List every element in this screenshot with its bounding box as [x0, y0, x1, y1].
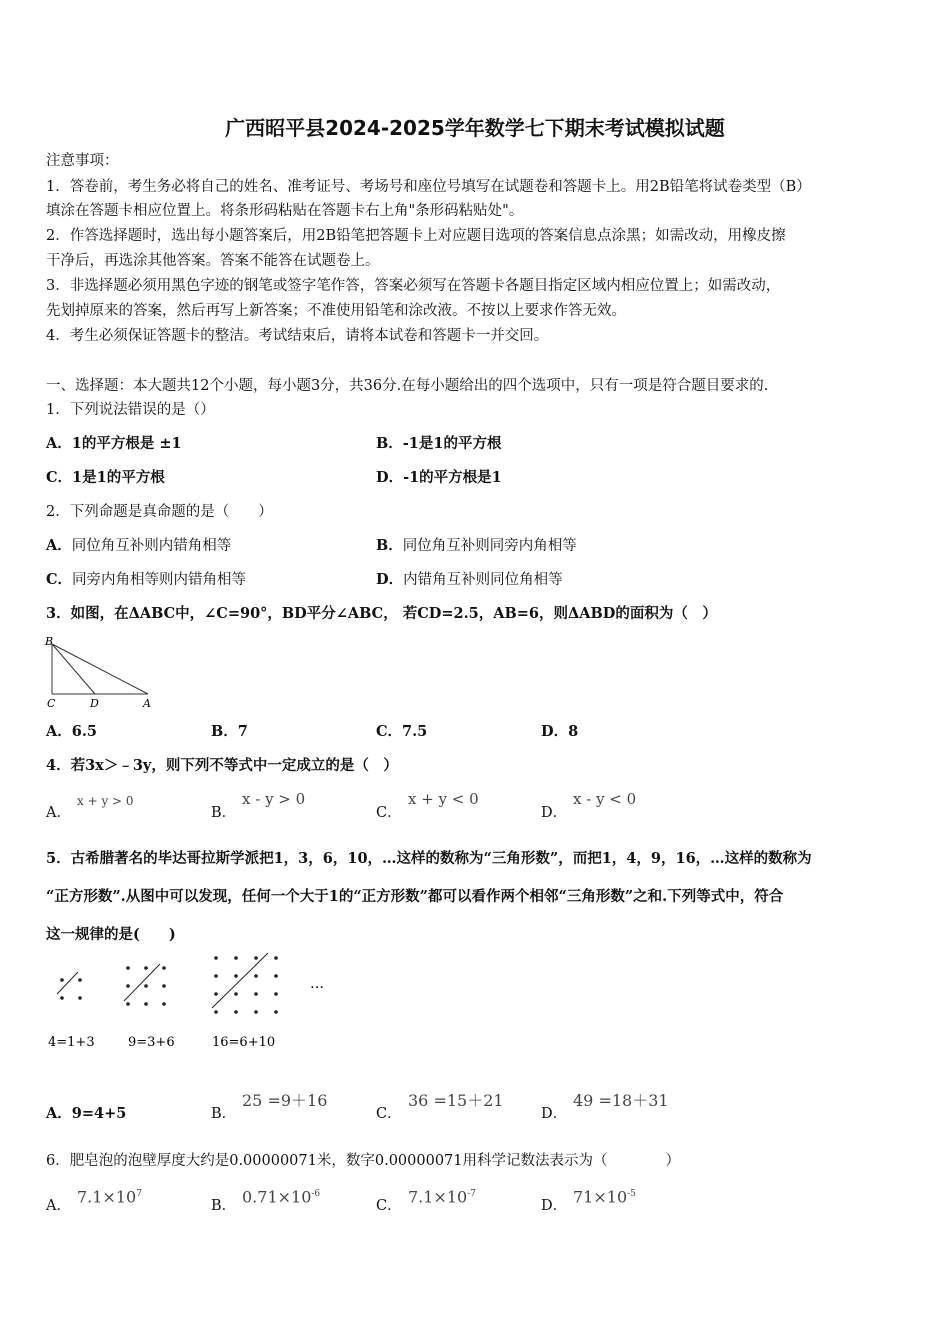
q3-option-a-label: A．	[46, 723, 72, 740]
q6-option-a-exponent: 7	[136, 1189, 142, 1199]
bisector-bd	[52, 644, 95, 694]
vertex-label-b: B	[45, 635, 54, 648]
q6-option-b-exponent: -6	[311, 1189, 321, 1199]
dot	[214, 974, 218, 978]
dot	[214, 956, 218, 960]
q3-option-b	[211, 722, 248, 742]
q5-option-a	[46, 1104, 126, 1124]
q2-option-b-text: 同位角互补则同旁内角相等	[402, 538, 577, 554]
q5-dot-pattern-figure	[40, 946, 340, 1058]
dot	[60, 978, 64, 982]
notice-line-5: 3．非选择题必须用黑色字迹的钢笔或签字笔作答，答案必须写在答题卡各题目指定区域内相应位置上；如需改动，	[46, 278, 781, 294]
q6-option-c-exponent: -7	[467, 1189, 476, 1199]
q1-option-c-text: 1是1的平方根	[72, 469, 165, 486]
q2-option-b-label: B．	[376, 537, 403, 554]
dot	[254, 1010, 258, 1014]
q2-option-d-text: 内错角互补则同位角相等	[403, 572, 563, 588]
triangle-side-ba	[52, 644, 148, 694]
q3-option-d-text: 8	[568, 723, 579, 740]
q1-option-c	[46, 468, 165, 488]
q6-option-d-base: 71×10	[573, 1187, 628, 1207]
dot	[126, 1002, 130, 1006]
q3-option-d	[541, 722, 578, 742]
dot	[126, 984, 130, 988]
dot-pattern-caption-4: 4=1+3	[48, 1035, 95, 1050]
q3-option-c	[376, 722, 427, 742]
dot	[274, 1010, 278, 1014]
q6-stem: 6．肥皂泡的泡壁厚度大约是0.00000071米，数字0.00000071用科学记数法表示为（ ）	[46, 1153, 680, 1169]
square-number-16-pattern	[212, 953, 278, 1014]
notice-line-6: 先划掉原来的答案，然后再写上新答案；不准使用铅笔和涂改液。不按以上要求作答无效。	[46, 303, 626, 319]
q3-option-c-label: C．	[376, 723, 403, 740]
square-number-9-pattern	[124, 964, 166, 1006]
section-heading: 一、选择题：本大题共12个小题，每小题3分，共36分.在每小题给出的四个选项中，只有一项是符合题目要求的.	[46, 378, 769, 394]
q1-option-b-text: -1是1的平方根	[402, 435, 502, 452]
q5-option-b-expr: 25 =9＋16	[242, 1091, 328, 1110]
dot	[234, 992, 238, 996]
dot	[144, 966, 148, 970]
q3-option-c-text: 7.5	[402, 723, 428, 740]
dot	[78, 996, 82, 1000]
q2-option-d-label: D．	[376, 571, 404, 588]
q4-option-d-label: D．	[541, 805, 568, 821]
vertex-label-d: D	[90, 697, 99, 710]
square-number-4-pattern	[57, 972, 82, 1000]
dot	[126, 966, 130, 970]
q1-option-d-text: -1的平方根是1	[403, 469, 502, 486]
q6-option-a-base: 7.1×10	[77, 1187, 137, 1207]
q6-option-d-exponent: -5	[627, 1189, 636, 1199]
q1-stem: 1．下列说法错误的是（）	[46, 402, 215, 418]
q2-option-a-text: 同位角互补则内错角相等	[71, 538, 232, 554]
q2-option-d	[376, 570, 563, 590]
dot-pattern-caption-16: 16=6+10	[212, 1035, 276, 1050]
q6-option-c-base: 7.1×10	[408, 1187, 468, 1207]
q4-option-a-expr: x + y > 0	[77, 794, 134, 808]
q6-option-d-label: D．	[541, 1198, 568, 1214]
diagonal-divider	[57, 972, 78, 994]
q3-option-a-text: 6.5	[71, 723, 97, 740]
q2-option-c-text: 同旁内角相等则内错角相等	[72, 572, 247, 588]
notice-heading: 注意事项：	[46, 153, 119, 169]
dot	[162, 1002, 166, 1006]
q1-option-d	[376, 468, 502, 488]
q3-option-d-label: D．	[541, 723, 569, 740]
q5-option-a-label: A．	[46, 1105, 72, 1122]
q4-option-b-label: B．	[211, 805, 237, 821]
notice-line-7: 4．考生必须保证答题卡的整洁。考试结束后，请将本试卷和答题卡一并交回。	[46, 328, 549, 344]
dot	[274, 992, 278, 996]
q4-stem: 4．若3x＞﹣3y，则下列不等式中一定成立的是（ ）	[46, 757, 398, 774]
q1-option-a	[46, 434, 182, 454]
diagonal-divider	[124, 964, 160, 1001]
q6-option-b-expr	[242, 1184, 320, 1207]
q6-option-a-expr	[77, 1184, 142, 1207]
q1-option-a-label: A．	[46, 435, 72, 452]
q4-option-c-label: C．	[376, 805, 402, 821]
q1-option-d-label: D．	[376, 469, 404, 486]
dot	[60, 996, 64, 1000]
q5-option-d-label: D．	[541, 1106, 568, 1122]
q3-option-b-label: B．	[211, 723, 238, 740]
q5-option-c-expr: 36 =15＋21	[408, 1091, 504, 1110]
notice-line-1: 1．答卷前，考生务必将自己的姓名、准考证号、考场号和座位号填写在试题卷和答题卡上。用2B铅笔将试卷类型（B）	[46, 179, 811, 195]
dot	[274, 956, 278, 960]
q6-option-d-expr	[573, 1184, 636, 1207]
dot	[254, 956, 258, 960]
dot-pattern-ellipsis: …	[310, 976, 324, 992]
q2-stem: 2．下列命题是真命题的是（ ）	[46, 504, 273, 520]
dot	[144, 1002, 148, 1006]
q6-option-c-expr	[408, 1184, 476, 1207]
dot	[214, 992, 218, 996]
dot	[78, 978, 82, 982]
q3-stem: 3．如图，在ΔABC中，∠C=90°，BD平分∠ABC， 若CD=2.5，AB=6，则ΔABD的面积为（ ）	[46, 605, 717, 622]
dot	[162, 966, 166, 970]
q5-option-d-expr: 49 =18＋31	[573, 1091, 669, 1110]
q2-option-a-label: A．	[46, 537, 72, 554]
q1-option-b-label: B．	[376, 435, 403, 452]
q5-option-a-text: 9=4+5	[71, 1105, 127, 1122]
q2-option-b	[376, 536, 577, 556]
notice-line-2: 填涂在答题卡相应位置上。将条形码粘贴在答题卡右上角"条形码粘贴处"。	[46, 203, 524, 219]
q1-option-b	[376, 434, 501, 454]
q2-option-c	[46, 570, 246, 590]
q6-option-b-label: B．	[211, 1198, 237, 1214]
dot-pattern-caption-9: 9=3+6	[128, 1035, 175, 1050]
notice-line-4: 干净后，再选涂其他答案。答案不能答在试题卷上。	[46, 253, 380, 269]
q2-option-c-label: C．	[46, 571, 73, 588]
q5-option-c-label: C．	[376, 1106, 402, 1122]
q3-option-b-text: 7	[237, 723, 248, 740]
q5-option-b-label: B．	[211, 1106, 237, 1122]
q1-option-c-label: C．	[46, 469, 73, 486]
q4-option-d-expr: x - y < 0	[573, 790, 637, 808]
q6-option-a-label: A．	[46, 1198, 71, 1214]
dot	[234, 1010, 238, 1014]
q4-option-c-expr: x + y < 0	[408, 790, 479, 808]
dot	[254, 974, 258, 978]
q6-option-b-base: 0.71×10	[242, 1187, 312, 1207]
q2-option-a	[46, 536, 231, 556]
q6-option-c-label: C．	[376, 1198, 402, 1214]
dot	[214, 1010, 218, 1014]
dot	[274, 974, 278, 978]
q4-option-b-expr: x - y > 0	[242, 790, 306, 808]
dot	[144, 984, 148, 988]
vertex-label-c: C	[47, 697, 56, 710]
dot	[162, 984, 166, 988]
dot	[234, 956, 238, 960]
q3-option-a	[46, 722, 97, 742]
notice-line-3: 2．作答选择题时，选出每小题答案后，用2B铅笔把答题卡上对应题目选项的答案信息点涂黑；如需改动，用橡皮擦	[46, 228, 786, 244]
vertex-label-a: A	[143, 697, 151, 710]
dot	[234, 974, 238, 978]
page-title: 广西昭平县2024-2025学年数学七下期末考试模拟试题	[225, 116, 725, 140]
dot	[254, 992, 258, 996]
q4-option-a-label: A．	[46, 805, 71, 821]
q3-triangle-figure	[42, 632, 160, 712]
q5-stem-line-2: “正方形数”.从图中可以发现，任何一个大于1的“正方形数”都可以看作两个相邻“三角形数”之和.下列等式中，符合	[46, 888, 784, 905]
diagonal-divider	[212, 953, 268, 1008]
q1-option-a-text: 1的平方根是 ±1	[71, 435, 182, 452]
q5-stem-line-3: 这一规律的是( )	[46, 926, 176, 943]
q5-stem-line-1: 5．古希腊著名的毕达哥拉斯学派把1，3，6，10，…这样的数称为“三角形数”，而把1，4，9，16，…这样的数称为	[46, 850, 812, 867]
